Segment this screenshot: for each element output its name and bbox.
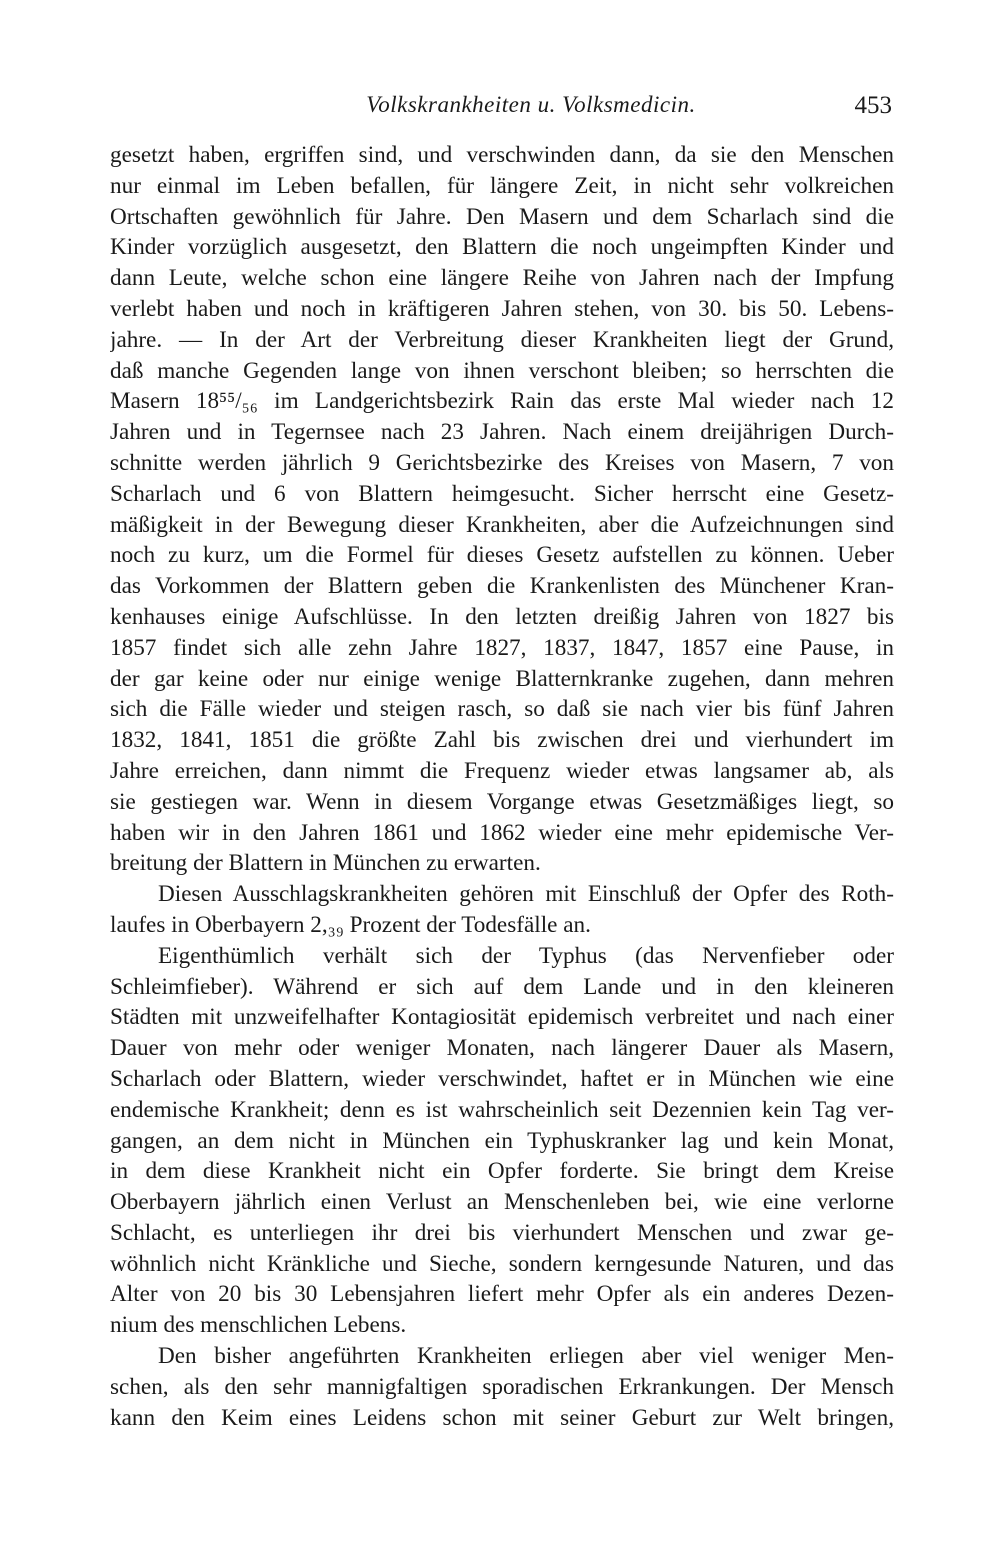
text-line: der gar keine oder nur einige wenige Blatternkranke zugehen, dann mehren [110, 665, 894, 692]
text-line: kenhauses einige Aufschlüsse. In den letzten dreißig Jahren von 1827 bis [110, 603, 894, 630]
text-line: noch zu kurz, um die Formel für dieses Gesetz aufstellen zu können. Ueber [110, 542, 894, 569]
text-line: gangen, an dem nicht in München ein Typhuskranker lag und kein Monat, [110, 1127, 894, 1154]
text-line: schen, als den sehr mannigfaltigen sporadischen Erkrankungen. Der Mensch [110, 1373, 894, 1400]
running-title: Volkskrankheiten u. Volksmedicin. [366, 92, 696, 117]
text-line: nur einmal im Leben befallen, für längere Zeit, in nicht sehr volkreichen [110, 172, 894, 199]
text-line: gesetzt haben, ergriffen sind, und verschwinden dann, da sie den Menschen [110, 142, 894, 168]
text-line: laufes in Oberbayern 2,₃₉ Prozent der Todesfälle an. [110, 911, 591, 938]
text-line: Kinder vorzüglich ausgesetzt, den Blattern die noch ungeimpften Kinder und [110, 234, 894, 261]
text-line: Masern 18⁵⁵/₅₆ im Landgerichtsbezirk Rain das erste Mal wieder nach 12 [110, 388, 894, 415]
text-line: das Vorkommen der Blattern geben die Krankenlisten des Münchener Kran- [110, 573, 894, 600]
text-line: Schlacht, es unterliegen ihr drei bis vierhundert Menschen und zwar ge- [110, 1219, 894, 1246]
text-line: Scharlach und 6 von Blattern heimgesucht. Sicher herrscht eine Gesetz- [110, 480, 894, 507]
text-line: Eigenthümlich verhält sich der Typhus (das Nervenfieber oder [158, 942, 894, 969]
text-line: nium des menschlichen Lebens. [110, 1312, 407, 1339]
text-line: Dauer von mehr oder weniger Monaten, nach längerer Dauer als Masern, [110, 1035, 894, 1062]
text-line: Diesen Ausschlagskrankheiten gehören mit Einschluß der Opfer des Roth- [158, 881, 894, 908]
text-line: Alter von 20 bis 30 Lebensjahren liefert mehr Opfer als ein anderes Dezen- [110, 1281, 894, 1308]
text-line: 1832, 1841, 1851 die größte Zahl bis zwischen drei und vierhundert im [110, 727, 894, 754]
text-line: endemische Krankheit; denn es ist wahrscheinlich seit Dezennien kein Tag ver- [110, 1096, 894, 1123]
text-line: Oberbayern jährlich einen Verlust an Menschenleben bei, wie eine verlorne [110, 1189, 894, 1216]
body-text [110, 140, 894, 1433]
text-line: Ortschaften gewöhnlich für Jahre. Den Masern und dem Scharlach sind die [110, 203, 894, 230]
text-line: haben wir in den Jahren 1861 und 1862 wieder eine mehr epidemische Ver- [110, 819, 894, 846]
text-line: sie gestiegen war. Wenn in diesem Vorgange etwas Gesetzmäßiges liegt, so [110, 788, 894, 815]
running-head [110, 92, 892, 132]
text-line: verlebt haben und noch in kräftigeren Jahren stehen, von 30. bis 50. Lebens- [110, 295, 894, 322]
text-line: kann den Keim eines Leidens schon mit seiner Geburt zur Welt bringen, [110, 1404, 894, 1431]
text-line: Jahre erreichen, dann nimmt die Frequenz wieder etwas langsamer ab, als [110, 757, 894, 784]
page-number: 453 [854, 92, 892, 119]
text-line: 1857 findet sich alle zehn Jahre 1827, 1837, 1847, 1857 eine Pause, in [110, 634, 894, 661]
text-line: mäßigkeit in der Bewegung dieser Krankheiten, aber die Aufzeichnungen sind [110, 511, 894, 538]
text-line: jahre. — In der Art der Verbreitung dieser Krankheiten liegt der Grund, [110, 326, 894, 353]
text-line: dann Leute, welche schon eine längere Reihe von Jahren nach der Impfung [110, 265, 894, 292]
text-line: Schleimfieber). Während er sich auf dem Lande und in den kleineren [110, 973, 894, 1000]
text-line: schnitte werden jährlich 9 Gerichtsbezirke des Kreises von Masern, 7 von [110, 449, 894, 476]
text-line: daß manche Gegenden lange von ihnen verschont bleiben; so herrschten die [110, 357, 894, 384]
text-line: Den bisher angeführten Krankheiten erliegen aber viel weniger Men- [158, 1343, 894, 1370]
text-line: sich die Fälle wieder und steigen rasch, so daß sie nach vier bis fünf Jahren [110, 696, 894, 723]
text-line: Städten mit unzweifelhafter Kontagiosität epidemisch verbreitet und nach einer [110, 1004, 894, 1031]
text-line: Scharlach oder Blattern, wieder verschwindet, haftet er in München wie eine [110, 1065, 894, 1092]
text-line: wöhnlich nicht Kränkliche und Sieche, sondern kerngesunde Naturen, und das [110, 1250, 894, 1277]
text-line: Jahren und in Tegernsee nach 23 Jahren. Nach einem dreijährigen Durch- [110, 419, 894, 446]
text-line: breitung der Blattern in München zu erwarten. [110, 850, 541, 877]
text-line: in dem diese Krankheit nicht ein Opfer forderte. Sie bringt dem Kreise [110, 1158, 894, 1185]
